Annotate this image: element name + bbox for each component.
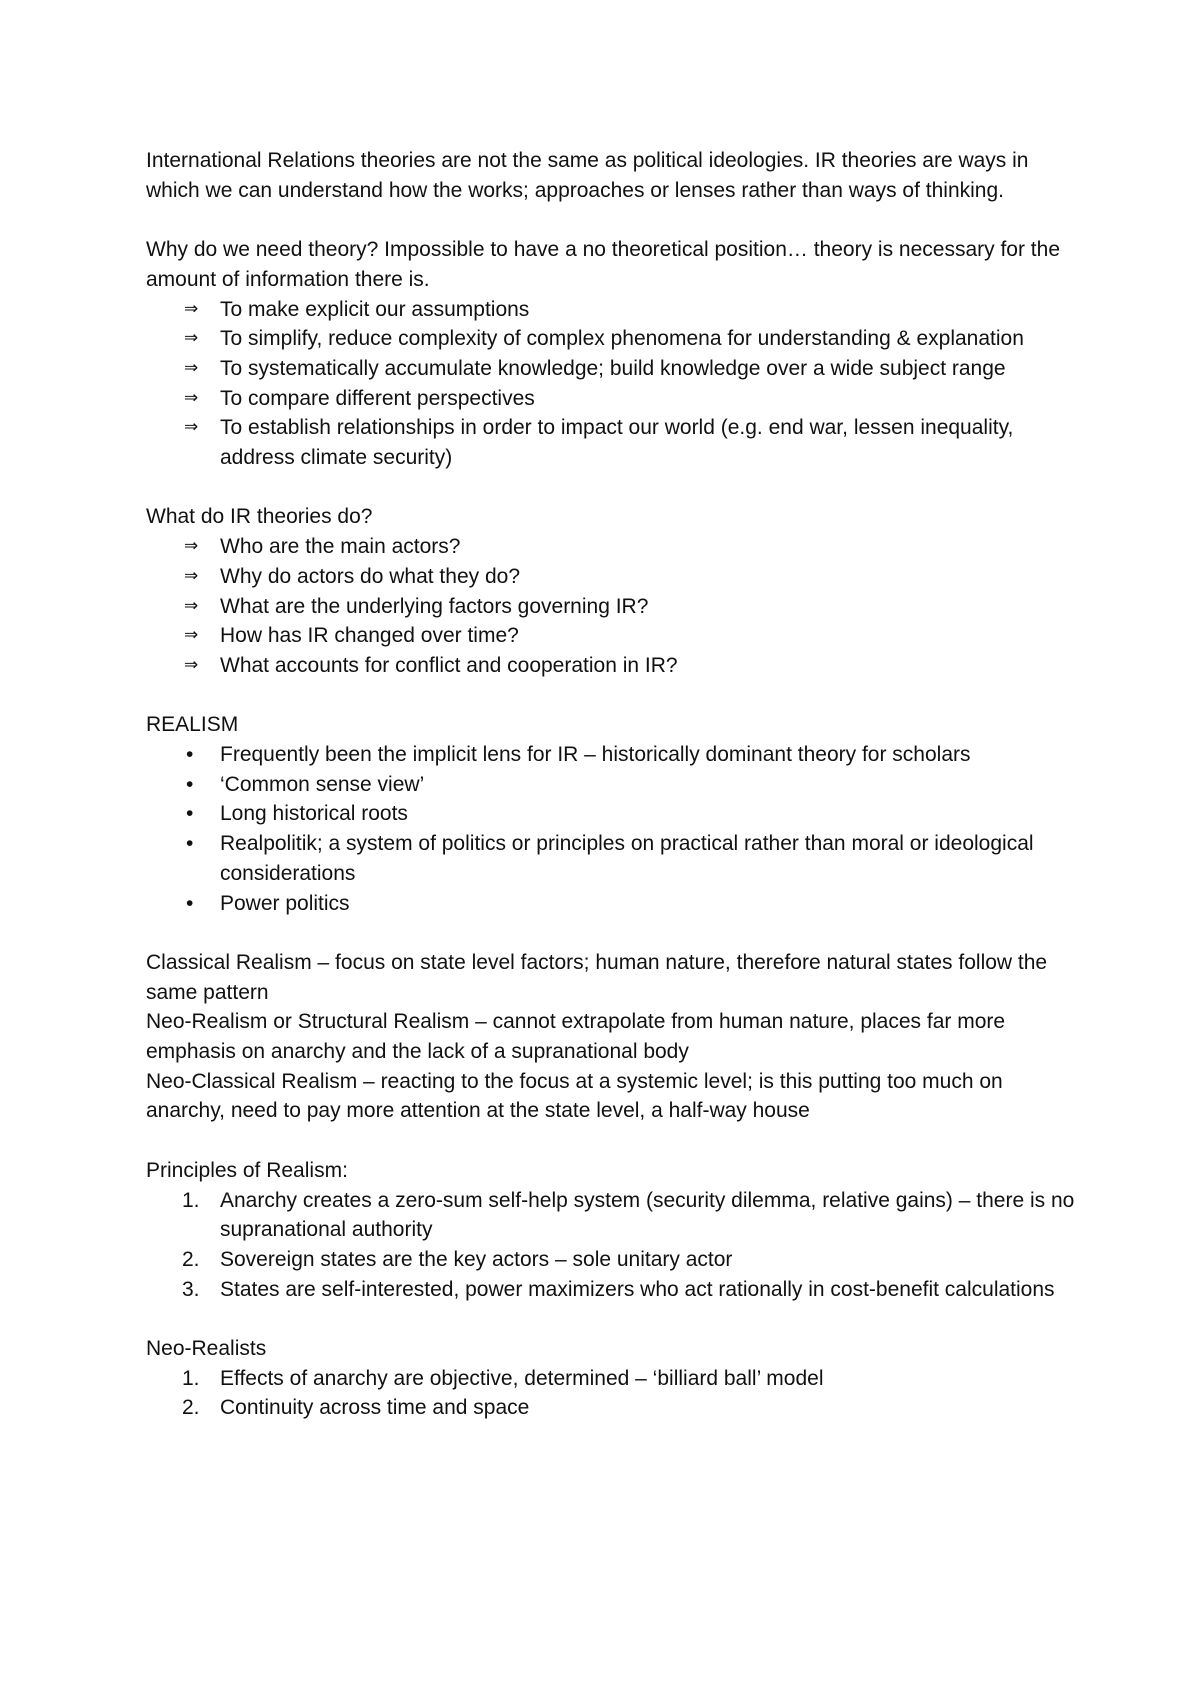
list-number: 3. [182, 1277, 200, 1301]
arrow-bullet-icon: ⇒ [184, 357, 199, 378]
list-item: ⇒ What accounts for conflict and cooperation in IR? [146, 651, 1086, 681]
arrow-bullet-icon: ⇒ [184, 536, 199, 557]
list-item: • Power politics [146, 889, 1086, 919]
list-number: 2. [182, 1396, 200, 1420]
neo-realism-text: Neo-Realism or Structural Realism – cannot extrapolate from human nature, places far more emphasis on anarchy and the lack of a supranational body [146, 1010, 1006, 1064]
list-item: ⇒ Who are the main actors? [146, 532, 1086, 562]
list-item: ⇒ How has IR changed over time? [146, 621, 1086, 651]
list-item: • Frequently been the implicit lens for IR – historically dominant theory for scholars [146, 740, 1086, 770]
principles-heading: Principles of Realism: [146, 1158, 348, 1182]
realism-heading: REALISM [146, 713, 239, 737]
arrow-bullet-icon: ⇒ [184, 654, 199, 675]
list-item: ⇒ To compare different perspectives [146, 384, 1086, 414]
neo-realists-section [146, 1334, 1086, 1423]
document-page [146, 146, 1086, 1453]
list-item: ⇒ Why do actors do what they do? [146, 562, 1086, 592]
list-item: ⇒ To systematically accumulate knowledge; build knowledge over a wide subject range [146, 354, 1086, 384]
list-number: 1. [182, 1366, 200, 1390]
arrow-bullet-icon: ⇒ [184, 387, 199, 408]
list-item: 1. Anarchy creates a zero-sum self-help system (security dilemma, relative gains) – there is no supranational authority [146, 1186, 1086, 1245]
list-item: 1. Effects of anarchy are objective, determined – ‘billiard ball’ model [146, 1364, 1086, 1394]
list-item: 2. Continuity across time and space [146, 1393, 1086, 1423]
classical-realism-text: Classical Realism – focus on state level factors; human nature, therefore natural states follow the same pattern [146, 950, 1048, 1004]
arrow-bullet-icon: ⇒ [184, 417, 199, 438]
realism-variants-section [146, 948, 1086, 1126]
arrow-bullet-icon: ⇒ [184, 625, 199, 646]
why-theory-list [146, 295, 1086, 473]
neo-realists-list [146, 1364, 1086, 1423]
why-theory-section [146, 235, 1086, 473]
bullet-icon: • [186, 802, 194, 826]
bullet-icon: • [186, 772, 194, 796]
neo-classical-realism-text: Neo-Classical Realism – reacting to the focus at a systemic level; is this putting too much on anarchy, need to pay more attention at the state level, a half-way house [146, 1069, 1003, 1123]
principles-section [146, 1156, 1086, 1305]
bullet-icon: • [186, 832, 194, 856]
list-item: 3. States are self-interested, power maximizers who act rationally in cost-benefit calculations [146, 1275, 1086, 1305]
bullet-icon: • [186, 743, 194, 767]
realism-list [146, 740, 1086, 918]
intro-text: International Relations theories are not the same as political ideologies. IR theories are ways in which we can understand how the works; approaches or lenses rather than ways of thinking. [146, 149, 1029, 202]
list-item: ⇒ To establish relationships in order to impact our world (e.g. end war, lessen inequality, address climate security) [146, 413, 1086, 472]
list-number: 2. [182, 1247, 200, 1271]
list-item: • ‘Common sense view’ [146, 770, 1086, 800]
realism-section [146, 710, 1086, 918]
what-do-section [146, 502, 1086, 680]
bullet-icon: • [186, 891, 194, 915]
arrow-bullet-icon: ⇒ [184, 565, 199, 586]
arrow-bullet-icon: ⇒ [184, 298, 199, 319]
what-do-list [146, 532, 1086, 681]
why-theory-heading: Why do we need theory? Impossible to have a no theoretical position… theory is necessary for the amount of information there is. [146, 238, 1060, 291]
what-do-heading: What do IR theories do? [146, 505, 373, 529]
arrow-bullet-icon: ⇒ [184, 328, 199, 349]
neo-realists-heading: Neo-Realists [146, 1337, 267, 1361]
arrow-bullet-icon: ⇒ [184, 595, 199, 616]
list-item: • Long historical roots [146, 799, 1086, 829]
list-item: ⇒ To simplify, reduce complexity of complex phenomena for understanding & explanation [146, 324, 1086, 354]
intro-paragraph [146, 146, 1086, 205]
list-item: ⇒ To make explicit our assumptions [146, 295, 1086, 325]
list-number: 1. [182, 1188, 200, 1212]
list-item: 2. Sovereign states are the key actors – sole unitary actor [146, 1245, 1086, 1275]
list-item: • Realpolitik; a system of politics or principles on practical rather than moral or ideological considerations [146, 829, 1086, 888]
list-item: ⇒ What are the underlying factors governing IR? [146, 592, 1086, 622]
principles-list [146, 1186, 1086, 1305]
